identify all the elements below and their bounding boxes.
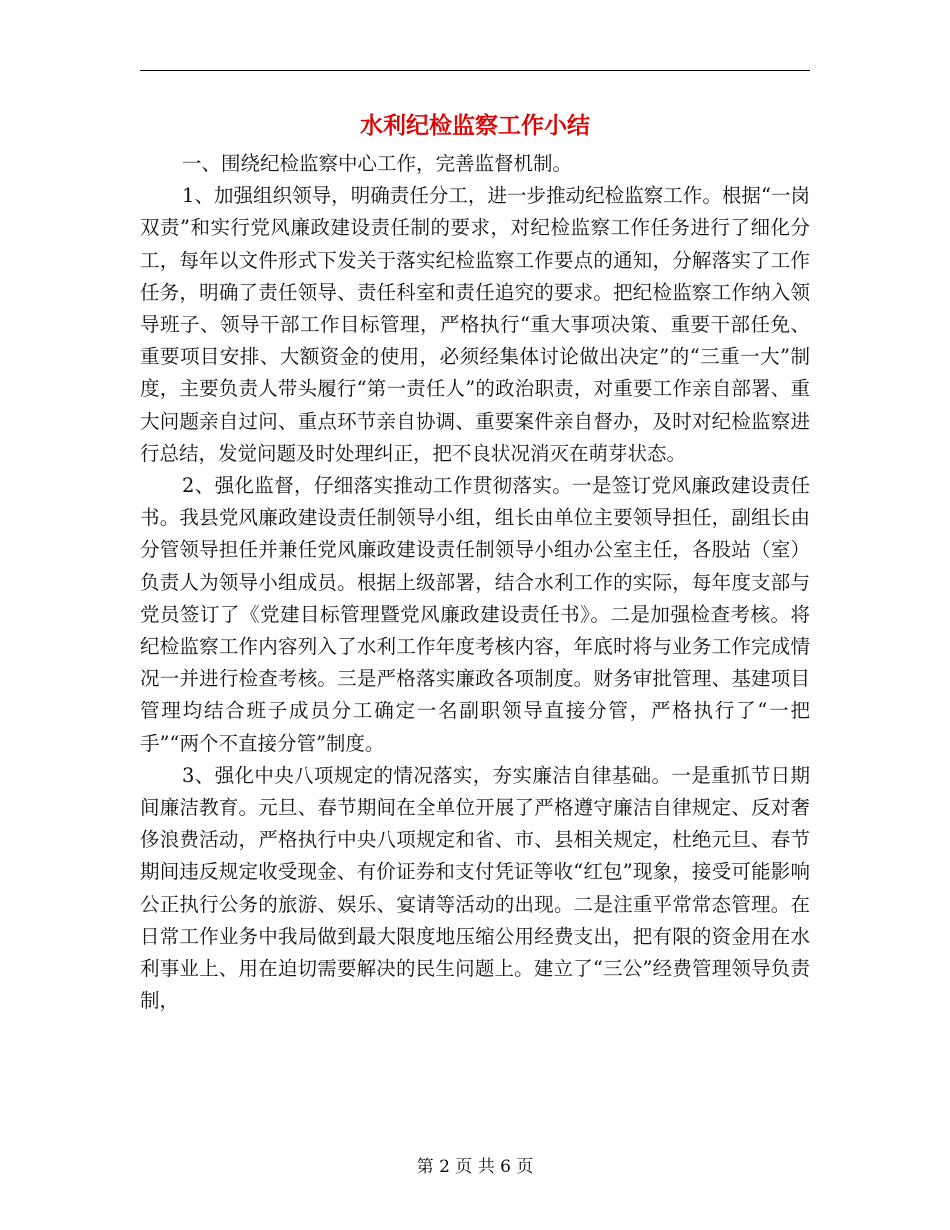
document-body (140, 148, 810, 1017)
document-title: 水利纪检监察工作小结 (360, 112, 590, 139)
paragraph-heading: 一、围绕纪检监察中心工作，完善监督机制。 (182, 152, 573, 175)
paragraph: 2、强化监督，仔细落实推动工作贯彻落实。一是签订党风廉政建设责任书。我县党风廉政建设责任制领导小组，组长由单位主要领导担任，副组长由分管领导担任并兼任党风廉政建设责任制领导小组办公室主任，各股站（室）负责人为领导小组成员。根据上级部署，结合水利工作的实际，每年度支部与党员签订了《党建目标管理暨党风廉政建设责任书》。二是加强检查考核。将纪检监察工作内容列入了水利工作年度考核内容，年底时将与业务工作完成情况一并进行检查考核。三是严格落实廉政各项制度。财务审批管理、基建项目管理均结合班子成员分工确定一名副职领导直接分管，严格执行了“一把手”“两个不直接分管”制度。 (140, 474, 810, 755)
header-rule (140, 70, 810, 71)
page-number-footer: 第 2 页 共 6 页 (416, 1157, 534, 1177)
paragraph: 3、强化中央八项规定的情况落实，夯实廉洁自律基础。一是重抓节日期间廉洁教育。元旦、春节期间在全单位开展了严格遵守廉洁自律规定、反对奢侈浪费活动，严格执行中央八项规定和省、市、县相关规定，杜绝元旦、春节期间违反规定收受现金、有价证券和支付凭证等收“红包”现象，接受可能影响公正执行公务的旅游、娱乐、宴请等活动的出现。二是注重平常常态管理。在日常工作业务中我局做到最大限度地压缩公用经费支出，把有限的资金用在水利事业上、用在迫切需要解决的民生问题上。建立了“三公”经费管理领导负责制， (140, 763, 810, 1013)
paragraph: 1、加强组织领导，明确责任分工，进一步推动纪检监察工作。根据“一岗双责”和实行党风廉政建设责任制的要求，对纪检监察工作任务进行了细化分工，每年以文件形式下发关于落实纪检监察工作要点的通知，分解落实了工作任务，明确了责任领导、责任科室和责任追究的要求。把纪检监察工作纳入领导班子、领导干部工作目标管理，严格执行“重大事项决策、重要干部任免、重要项目安排、大额资金的使用，必须经集体讨论做出决定”的“三重一大”制度，主要负责人带头履行“第一责任人”的政治职责，对重要工作亲自部署、重大问题亲自过问、重点环节亲自协调、重要案件亲自督办，及时对纪检监察进行总结，发觉问题及时处理纠正，把不良状况消灭在萌芽状态。 (140, 184, 810, 465)
